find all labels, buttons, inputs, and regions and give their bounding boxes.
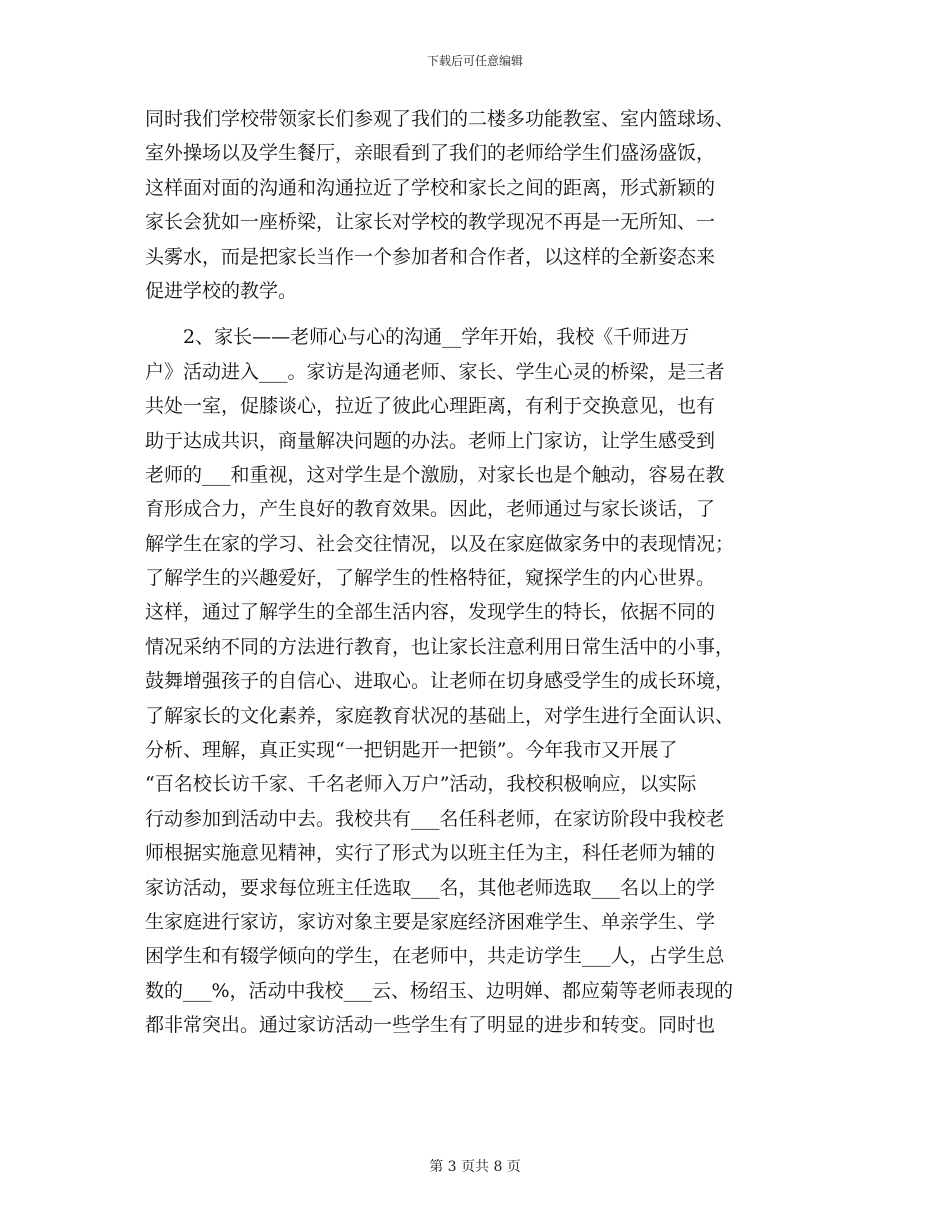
text-line: 这样，通过了解学生的全部生活内容，发现学生的特长，依据不同的 bbox=[145, 601, 716, 624]
body-text bbox=[145, 102, 800, 1043]
text-line: 育形成合力，产生良好的教育效果。因此，老师通过与家长谈话，了 bbox=[145, 498, 716, 521]
text-line: 解学生在家的学习、社会交往情况，以及在家庭做家务中的表现情况； bbox=[145, 532, 735, 555]
text-line: 室外操场以及学生餐厅，亲眼看到了我们的老师给学生们盛汤盛饭， bbox=[145, 142, 716, 165]
text-line: 师根据实施意见精神，实行了形式为以班主任为主，科任老师为辅的 bbox=[145, 842, 716, 865]
text-line: 困学生和有辍学倾向的学生，在老师中，共走访学生___人，占学生总 bbox=[145, 945, 725, 968]
text-line: 同时我们学校带领家长们参观了我们的二楼多功能教室、室内篮球场、 bbox=[145, 108, 735, 130]
text-line: 头雾水，而是把家长当作一个参加者和合作者，以这样的全新姿态来 bbox=[145, 245, 716, 268]
text-line: 家访活动，要求每位班主任选取___名，其他老师选取___名以上的学 bbox=[145, 876, 716, 899]
text-line: 共处一室，促膝谈心，拉近了彼此心理距离，有利于交换意见，也有 bbox=[145, 395, 716, 418]
text-line: 都非常突出。通过家访活动一些学生有了明显的进步和转变。同时也 bbox=[145, 1014, 716, 1037]
text-line: “百名校长访千家、千名老师入万户”活动，我校积极响应，以实际 bbox=[145, 773, 697, 796]
text-line: 鼓舞增强孩子的自信心、进取心。让老师在切身感受学生的成长环境， bbox=[145, 670, 735, 693]
text-line: 了解家长的文化素养，家庭教育状况的基础上，对学生进行全面认识、 bbox=[145, 704, 735, 727]
text-line: 助于达成共识，商量解决问题的办法。老师上门家访，让学生感受到 bbox=[145, 429, 716, 452]
text-line: 这样面对面的沟通和沟通拉近了学校和家长之间的距离，形式新颖的 bbox=[145, 176, 716, 199]
text-line: 数的___%，活动中我校___云、杨绍玉、边明婵、都应菊等老师表现的 bbox=[145, 979, 734, 1002]
paragraph bbox=[145, 320, 800, 1042]
text-line: 户》活动进入___。家访是沟通老师、家长、学生心灵的桥梁，是三者 bbox=[145, 360, 725, 383]
text-line: 促进学校的教学。 bbox=[145, 279, 298, 302]
text-line: 了解学生的兴趣爱好，了解学生的性格特征，窥探学生的内心世界。 bbox=[145, 567, 716, 590]
text-line: 分析、理解，真正实现“一把钥匙开一把锁”。今年我市又开展了 bbox=[145, 739, 678, 762]
text-line: 生家庭进行家访，家访对象主要是家庭经济困难学生、单亲学生、学 bbox=[145, 910, 716, 933]
paragraph bbox=[145, 102, 800, 308]
text-line: 情况采纳不同的方法进行教育，也让家长注意利用日常生活中的小事， bbox=[145, 635, 735, 658]
text-line: 家长会犹如一座桥梁，让家长对学校的教学现况不再是一无所知、一 bbox=[145, 211, 716, 234]
page-header: 下载后可任意编辑 bbox=[426, 54, 523, 68]
text-line: 2、家长——老师心与心的沟通__学年开始，我校《千师进万 bbox=[145, 326, 690, 349]
text-line: 行动参加到活动中去。我校共有___名任科老师，在家访阶段中我校老 bbox=[145, 807, 725, 830]
text-line: 老师的___和重视，这对学生是个激励，对家长也是个触动，容易在教 bbox=[145, 463, 725, 486]
page-footer: 第 3 页共 8 页 bbox=[429, 1159, 521, 1175]
